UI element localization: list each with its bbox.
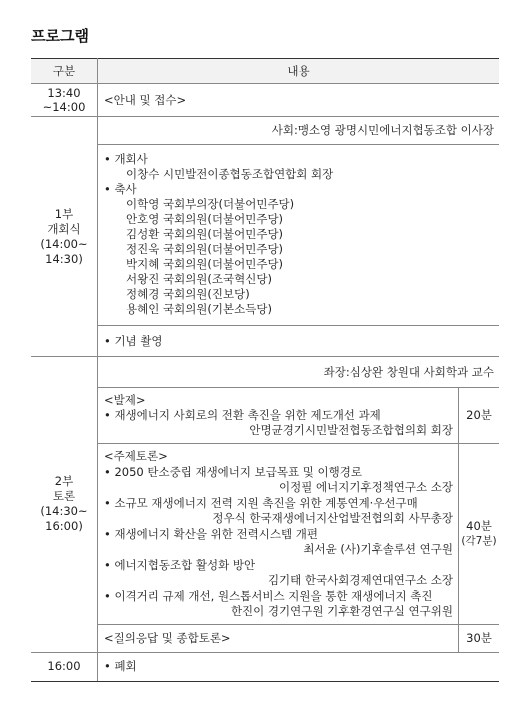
presentation-speaker: 안명균경기시민발전협동조합협의회 회장 <box>249 423 453 437</box>
congrats-speaker: 박지혜 국회의원(더불어민주당) <box>126 257 284 271</box>
session1-speeches <box>98 145 500 326</box>
congrats-speaker: 정혜경 국회의원(진보당) <box>126 287 250 301</box>
congrats-speaker: 정진욱 국회의원(더불어민주당) <box>126 242 284 256</box>
discussion-speaker: 이정필 에너지기후정책연구소 소장 <box>279 480 453 494</box>
header-category: 구분 <box>31 59 98 84</box>
session1-speeches-row <box>31 145 499 326</box>
header-row <box>31 59 499 84</box>
presentation-row <box>31 388 499 444</box>
intro-content: <안내 및 접수> <box>98 84 500 117</box>
session2-chair-row <box>31 357 499 388</box>
discussion-topic: • 2050 탄소중립 재생에너지 보급목표 및 이행경로 <box>104 464 362 479</box>
presentation-cell <box>98 388 459 444</box>
discussion-cell <box>98 444 459 625</box>
photo-item: • 기념 촬영 <box>98 326 500 357</box>
opening-item: • 개회사 <box>104 152 148 166</box>
discussion-speaker: 한진이 경기연구원 기후환경연구실 연구위원 <box>230 604 453 618</box>
session2-label: 2부 토론 (14:30~ 16:00) <box>31 357 98 653</box>
discussion-row <box>31 444 499 625</box>
congrats-speaker: 안호영 국회의원(더불어민주당) <box>126 212 284 226</box>
qa-row <box>31 624 499 652</box>
header-content: 내용 <box>98 59 500 84</box>
congrats-speaker: 이학영 국회부의장(더불어민주당) <box>126 197 295 211</box>
presentation-topic: • 재생에너지 사회로의 전환 촉진을 위한 제도개선 과제 <box>104 408 381 422</box>
congrats-speaker: 김성환 국회의원(더불어민주당) <box>126 227 284 241</box>
discussion-duration: 40분 <box>466 518 492 533</box>
session1-label: 1부 개회식 (14:00~ 14:30) <box>31 117 98 357</box>
opening-speaker: 이창수 시민발전이종협동조합연합회 회장 <box>126 167 334 181</box>
session1-moderator-row <box>31 117 499 145</box>
qa-label: <질의응답 및 종합토론> <box>98 624 459 652</box>
congrats-item: • 축사 <box>104 182 137 196</box>
discussion-speaker: 김기태 한국사회경제연대연구소 소장 <box>267 573 453 587</box>
closing-item: • 폐회 <box>98 652 500 681</box>
qa-duration: 30분 <box>459 624 500 652</box>
discussion-topic: • 소규모 재생에너지 전력 지원 촉진을 위한 계통연계·우선구매 <box>104 495 418 510</box>
discussion-header: <주제토론> <box>104 449 168 463</box>
discussion-duration-cell <box>459 444 500 625</box>
presentation-duration: 20분 <box>459 388 500 444</box>
program-table <box>31 58 499 682</box>
discussion-speaker: 최서윤 (사)기후솔루션 연구원 <box>303 542 453 556</box>
session2-chair: 좌장:심상완 창원대 사회학과 교수 <box>98 357 500 388</box>
intro-time: 13:40 ~14:00 <box>31 84 98 117</box>
discussion-topic: • 이격거리 규제 개선, 원스톱서비스 지원을 통한 재생에너지 촉진 <box>104 588 433 603</box>
session1-moderator: 사회:맹소영 광명시민에너지협동조합 이사장 <box>98 117 500 145</box>
intro-row <box>31 84 499 117</box>
closing-time: 16:00 <box>31 652 98 681</box>
discussion-speaker: 정우식 한국재생에너지산업발전협의회 사무총장 <box>212 511 453 525</box>
congrats-speaker: 용혜인 국회의원(기본소득당) <box>126 302 272 316</box>
page-title: 프로그램 <box>31 27 89 45</box>
discussion-duration-note: (각7분) <box>461 534 497 547</box>
congrats-speaker: 서왕진 국회의원(조국혁신당) <box>126 272 272 286</box>
discussion-topic: • 에너지협동조합 활성화 방안 <box>104 557 256 572</box>
discussion-topic: • 재생에너지 확산을 위한 전력시스템 개편 <box>104 526 318 541</box>
closing-row <box>31 652 499 681</box>
presentation-header: <발제> <box>104 393 146 407</box>
session1-photo-row <box>31 326 499 357</box>
